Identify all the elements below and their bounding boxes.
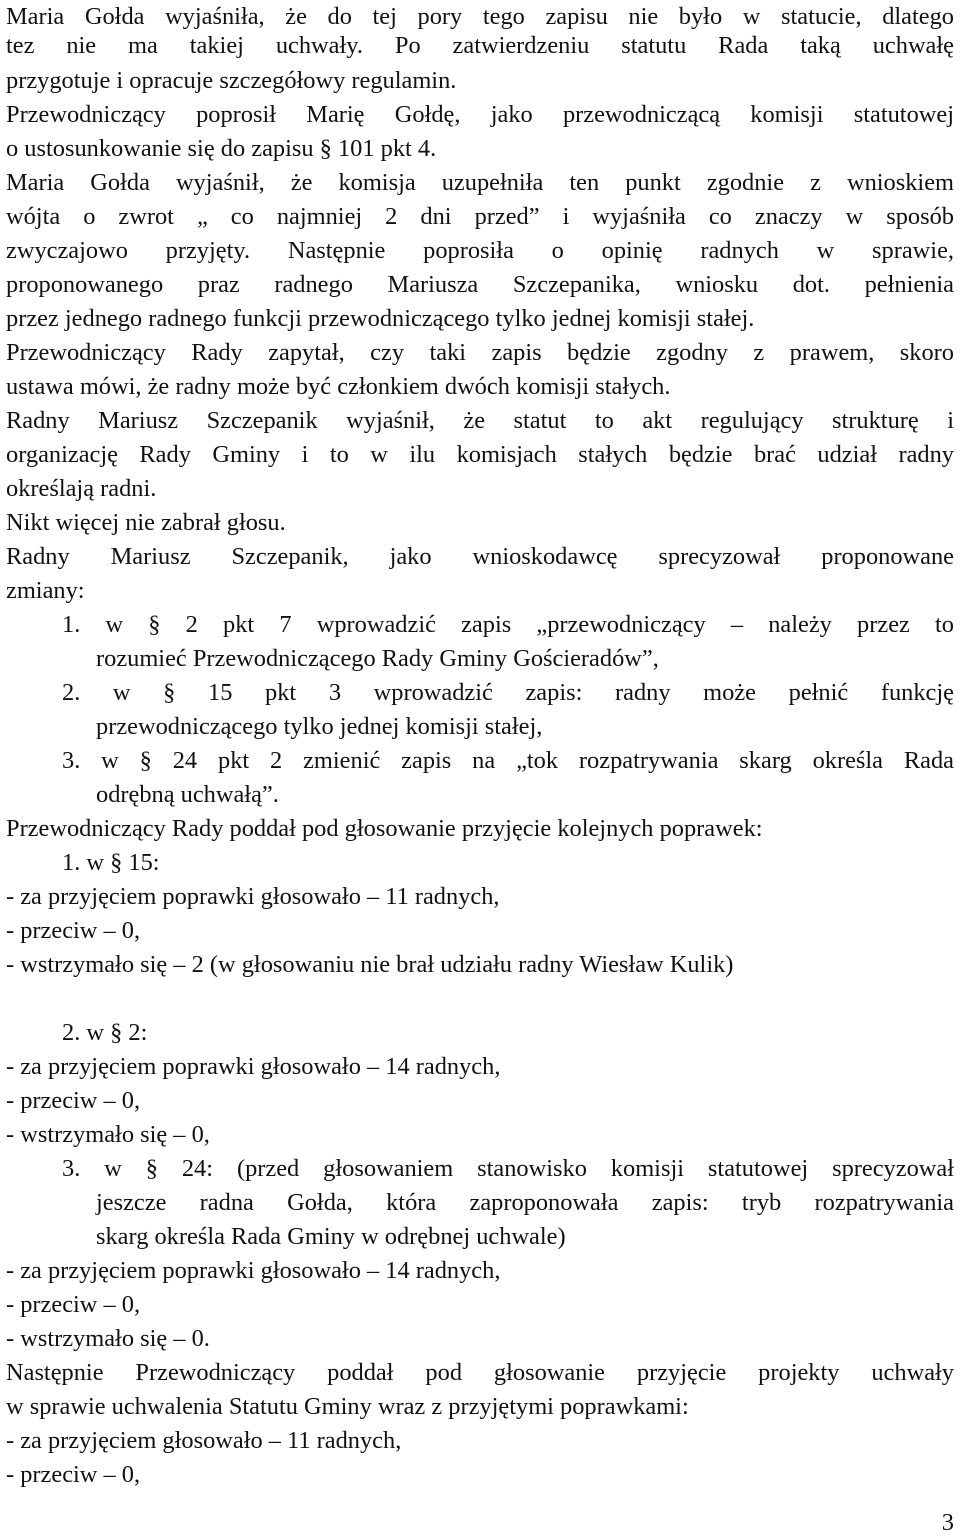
text-line: zmiany: bbox=[6, 577, 85, 604]
vote-line: - za przyjęciem poprawki głosowało – 11 radnych, bbox=[6, 883, 500, 910]
vote-line: - wstrzymało się – 2 (w głosowaniu nie brał udziału radny Wiesław Kulik) bbox=[6, 951, 734, 978]
vote-line: - wstrzymało się – 0, bbox=[6, 1121, 210, 1148]
list-item-continuation: odrębną uchwałą”. bbox=[96, 781, 279, 808]
vote-line: - za przyjęciem poprawki głosowało – 14 radnych, bbox=[6, 1257, 501, 1284]
text-line: przygotuje i opracuje szczegółowy regulamin. bbox=[6, 67, 457, 94]
text-line: Nikt więcej nie zabrał głosu. bbox=[6, 509, 286, 536]
text-line: ustawa mówi, że radny może być członkiem dwóch komisji stałych. bbox=[6, 373, 671, 400]
text-line: przez jednego radnego funkcji przewodniczącego tylko jednej komisji stałej. bbox=[6, 305, 755, 332]
list-item-continuation: jeszcze radna Gołda, która zaproponowała zapis: tryb rozpatrywania bbox=[96, 1189, 954, 1216]
list-item: 2. w § 15 pkt 3 wprowadzić zapis: radny może pełnić funkcję bbox=[62, 679, 954, 706]
vote-line: - wstrzymało się – 0. bbox=[6, 1325, 210, 1352]
text-line: Przewodniczący Rady poddał pod głosowanie przyjęcie kolejnych poprawek: bbox=[6, 815, 763, 842]
page-number: 3 bbox=[941, 1509, 954, 1536]
list-item-continuation: rozumieć Przewodniczącego Rady Gminy Gościeradów”, bbox=[96, 645, 659, 672]
list-item: 2. w § 2: bbox=[62, 1019, 148, 1046]
text-line: o ustosunkowanie się do zapisu § 101 pkt 4. bbox=[6, 135, 437, 162]
vote-line: - przeciw – 0, bbox=[6, 1291, 141, 1318]
list-item: 1. w § 15: bbox=[62, 849, 160, 876]
text-line: organizację Rady Gminy i to w ilu komisjach stałych będzie brać udział radny bbox=[6, 441, 954, 468]
text-line: Maria Gołda wyjaśniła, że do tej pory tego zapisu nie było w statucie, dlatego bbox=[6, 3, 954, 30]
text-line: Przewodniczący Rady zapytał, czy taki zapis będzie zgodny z prawem, skoro bbox=[6, 339, 954, 366]
text-line: zwyczajowo przyjęty. Następnie poprosiła o opinię radnych w sprawie, bbox=[6, 237, 954, 264]
text-line: wójta o zwrot „ co najmniej 2 dni przed” i wyjaśniła co znaczy w sposób bbox=[6, 203, 954, 230]
text-line: Maria Gołda wyjaśnił, że komisja uzupełniła ten punkt zgodnie z wnioskiem bbox=[6, 169, 954, 196]
text-line: Radny Mariusz Szczepanik, jako wnioskodawcę sprecyzował proponowane bbox=[6, 543, 954, 570]
vote-line: - przeciw – 0, bbox=[6, 1461, 141, 1488]
list-item-continuation: przewodniczącego tylko jednej komisji stałej, bbox=[96, 713, 543, 740]
text-line: Następnie Przewodniczący poddał pod głosowanie przyjęcie projekty uchwały bbox=[6, 1359, 954, 1386]
text-line: Radny Mariusz Szczepanik wyjaśnił, że statut to akt regulujący strukturę i bbox=[6, 407, 954, 434]
text-line: Przewodniczący poprosił Marię Gołdę, jako przewodniczącą komisji statutowej bbox=[6, 101, 954, 128]
vote-line: - przeciw – 0, bbox=[6, 1087, 141, 1114]
list-item-continuation: skarg określa Rada Gminy w odrębnej uchwale) bbox=[96, 1223, 566, 1250]
vote-line: - przeciw – 0, bbox=[6, 917, 141, 944]
text-line: proponowanego praz radnego Mariusza Szczepanika, wniosku dot. pełnienia bbox=[6, 271, 954, 298]
list-item: 1. w § 2 pkt 7 wprowadzić zapis „przewodniczący – należy przez to bbox=[62, 611, 954, 638]
vote-line: - za przyjęciem głosowało – 11 radnych, bbox=[6, 1427, 402, 1454]
text-line: określają radni. bbox=[6, 475, 157, 502]
text-line: tez nie ma takiej uchwały. Po zatwierdzeniu statutu Rada taką uchwałę bbox=[6, 32, 954, 59]
text-line: w sprawie uchwalenia Statutu Gminy wraz z przyjętymi poprawkami: bbox=[6, 1393, 689, 1420]
vote-line: - za przyjęciem poprawki głosowało – 14 radnych, bbox=[6, 1053, 501, 1080]
list-item: 3. w § 24 pkt 2 zmienić zapis na „tok rozpatrywania skarg określa Rada bbox=[62, 747, 954, 774]
list-item: 3. w § 24: (przed głosowaniem stanowisko komisji statutowej sprecyzował bbox=[62, 1155, 954, 1182]
